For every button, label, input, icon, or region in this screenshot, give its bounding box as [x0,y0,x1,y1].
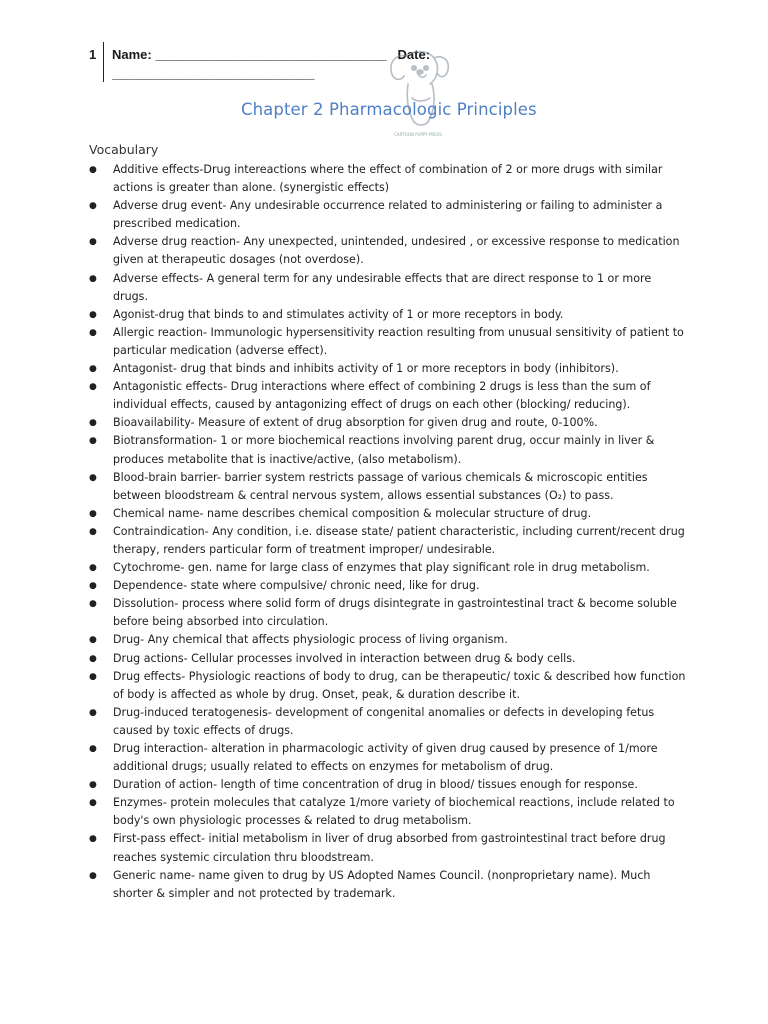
vocab-item-text: Adverse drug reaction- Any unexpected, unintended, undesired , or excessive response to medication given at therapeutic dosages (not overdose). [113,235,680,267]
bullet-icon: ● [89,436,97,447]
bullet-icon: ● [89,870,97,881]
bullet-icon: ● [89,671,97,682]
vocab-item-text: Blood-brain barrier- barrier system restricts passage of various chemicals & microscopic entities between bloodstream & central nervous system, allows essential substances (O₂) to pass. [113,470,648,502]
vocab-item-text: Generic name- name given to drug by US Adopted Names Council. (nonproprietary name). Much shorter & simpler and not protected by trademark. [113,868,651,900]
vocab-item-text: Drug actions- Cellular processes involved in interaction between drug & body cells. [113,651,576,665]
vocab-item-text: First-pass effect- initial metabolism in liver of drug absorbed from gastrointestinal tract before drug reaches systemic circulation thru bloodstream. [113,832,666,864]
vocab-item [89,631,689,649]
vocab-item-text: Contraindication- Any condition, i.e. disease state/ patient characteristic, including current/recent drug therapy, renders particular form of treatment improper/ undesirable. [113,524,685,556]
vocab-item [89,378,689,414]
vocab-item-text: Adverse effects- A general term for any undesirable effects that are direct response to 1 or more drugs. [113,271,652,303]
bullet-icon: ● [89,599,97,610]
vocab-item-text: Bioavailability- Measure of extent of drug absorption for given drug and route, 0-100%. [113,416,598,430]
vocab-item [89,161,689,197]
bullet-icon: ● [89,472,97,483]
vocab-item [89,306,689,324]
vocab-item-text: Drug interaction- alteration in pharmacologic activity of given drug caused by presence of 1/more additional drugs; usually related to effects on enzymes for metabolism of drug. [113,742,658,774]
vocab-item [89,830,689,866]
bullet-icon: ● [89,273,97,284]
vocab-item [89,595,689,631]
vocabulary-list [89,161,689,903]
vocab-item [89,197,689,233]
bullet-icon: ● [89,508,97,519]
vocab-item-text: Dependence- state where compulsive/ chronic need, like for drug. [113,579,480,593]
vocab-item-text: Additive effects-Drug intereactions where the effect of combination of 2 or more drugs with similar actions is greater than alone. (synergistic effects) [113,163,663,195]
bullet-icon: ● [89,526,97,537]
bullet-icon: ● [89,653,97,664]
header-divider [103,42,104,82]
bullet-icon: ● [89,418,97,429]
vocab-item [89,740,689,776]
vocab-item-text: Enzymes- protein molecules that catalyze 1/more variety of biochemical reactions, include related to body's own physiologic processes & related to drug metabolism. [113,796,675,828]
bullet-icon: ● [89,165,97,175]
bullet-icon: ● [89,382,97,393]
vocab-item [89,650,689,668]
bullet-icon: ● [89,798,97,809]
vocab-item-text: Biotransformation- 1 or more biochemical reactions involving parent drug, occur mainly in liver & produces metabolite that is inactive/active, (also metabolism). [113,434,655,466]
bullet-icon: ● [89,563,97,574]
vocab-item-text: Antagonist- drug that binds and inhibits activity of 1 or more receptors in body (inhibitors). [113,362,619,376]
bullet-icon: ● [89,744,97,754]
vocab-item [89,577,689,595]
bullet-icon: ● [89,707,97,718]
vocab-item [89,794,689,830]
vocab-item [89,523,689,559]
vocab-item-text: Allergic reaction- Immunologic hypersensitivity reaction resulting from unusual sensitivity of patient to particular medication (adverse effect). [113,325,684,357]
vocab-item [89,704,689,740]
bullet-icon: ● [89,327,97,338]
vocabulary-heading: Vocabulary [89,142,159,157]
bullet-icon: ● [89,780,97,791]
vocab-item [89,270,689,306]
vocab-item-text: Drug-induced teratogenesis- development of congenital anomalies or defects in developing fetus caused by toxic effects of drugs. [113,705,655,737]
vocab-item [89,776,689,794]
vocab-item-text: Agonist-drug that binds to and stimulates activity of 1 or more receptors in body. [113,307,564,321]
vocab-item [89,432,689,468]
name-date-field[interactable]: Name: ________________________________ Date: [112,47,431,62]
vocab-item [89,559,689,577]
vocab-item-text: Drug effects- Physiologic reactions of body to drug, can be therapeutic/ toxic & described how function of body is affected as whole by drug. Onset, peak, & duration describe it. [113,669,686,701]
vocab-item [89,469,689,505]
date-field-line[interactable]: ____________________________ [112,66,315,81]
page-title: Chapter 2 Pharmacologic Principles [241,100,537,119]
page-number: 1 [89,47,97,62]
vocab-item [89,505,689,523]
vocab-item-text: Chemical name- name describes chemical composition & molecular structure of drug. [113,506,592,520]
bullet-icon: ● [89,364,97,375]
vocab-item-text: Dissolution- process where solid form of drugs disintegrate in gastrointestinal tract & become soluble before being absorbed into circulation. [113,597,677,629]
bullet-icon: ● [89,635,97,646]
bullet-icon: ● [89,834,97,845]
puppy-logo-icon [378,38,458,138]
vocab-item-text: Adverse drug event- Any undesirable occurrence related to administering or failing to administer a prescribed medication. [113,199,663,231]
vocab-item-text: Antagonistic effects- Drug interactions where effect of combining 2 drugs is less than the sum of individual effects, caused by antagonizing effect of drugs on each other (blocking/ reducing). [113,380,651,412]
vocab-item-text: Drug- Any chemical that affects physiologic process of living organism. [113,633,508,647]
vocab-item [89,867,689,903]
vocab-item [89,233,689,269]
vocab-item [89,414,689,432]
vocab-item [89,324,689,360]
logo-caption: CARTOON PUPPY PRESS [394,132,442,137]
bullet-icon: ● [89,309,97,320]
vocab-item-text: Cytochrome- gen. name for large class of enzymes that play significant role in drug metabolism. [113,561,650,575]
bullet-icon: ● [89,581,97,592]
vocab-item-text: Duration of action- length of time concentration of drug in blood/ tissues enough for response. [113,778,638,792]
bullet-icon: ● [89,201,97,212]
vocab-item [89,360,689,378]
vocab-item [89,668,689,704]
bullet-icon: ● [89,237,97,248]
